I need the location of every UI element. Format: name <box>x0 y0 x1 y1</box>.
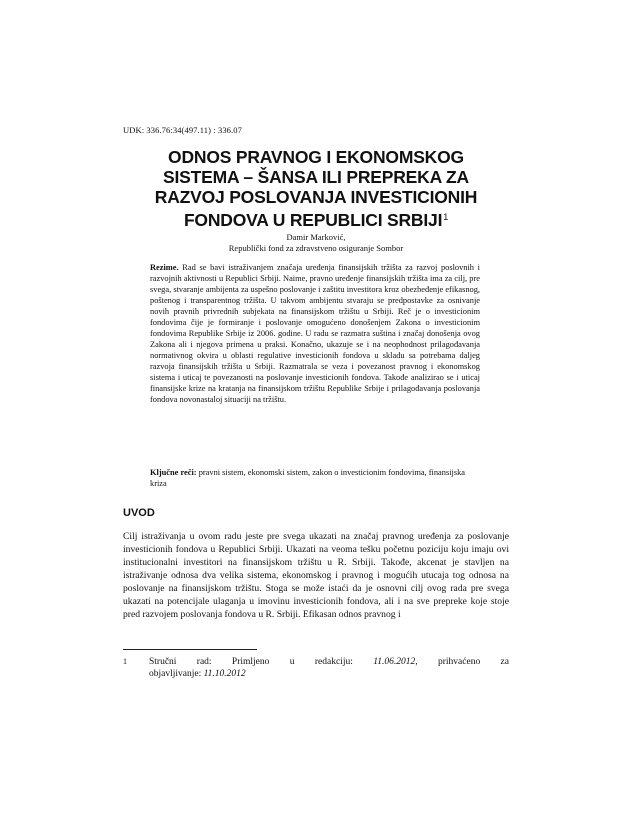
keywords <box>150 467 480 489</box>
author-affiliation: Republički fond za zdravstveno osiguranje Sombor <box>228 243 404 253</box>
udk-classification: UDK: 336.76:34(497.11) : 336.07 <box>123 125 242 135</box>
title-line-text: FONDOVA U REPUBLICI SRBIJI <box>183 210 443 230</box>
title-line: SISTEMA – ŠANSA ILI PREPREKA ZA <box>163 167 469 187</box>
abstract-label: Rezime. <box>150 263 179 272</box>
footnote-divider <box>123 649 257 650</box>
footnote-published-label: objavljivanje: <box>149 669 202 679</box>
footnote-published-date: 11.10.2012 <box>203 669 246 679</box>
footnote-accepted-label: prihvaćeno za <box>438 657 509 667</box>
paper-title <box>123 147 509 230</box>
keywords-label: Ključne reči: <box>150 468 197 477</box>
title-line: RAZVOJ POSLOVANJA INVESTICIONIH <box>154 187 478 207</box>
footnote-prefix: Stručni rad: Primljeno u redakciju: <box>149 657 353 667</box>
author-name: Damir Marković, <box>286 232 346 242</box>
keywords-text: pravni sistem, ekonomski sistem, zakon o investicionim fondovima, finansijska kriza <box>150 468 466 488</box>
footnote-marker[interactable]: 1 <box>443 212 449 222</box>
section-heading: UVOD <box>123 507 155 519</box>
author-block <box>123 232 509 254</box>
title-line <box>123 207 509 230</box>
title-line: ODNOS PRAVNOG I EKONOMSKOG <box>168 147 464 167</box>
footnote-line-2 <box>149 668 509 680</box>
abstract <box>150 262 480 405</box>
footnote <box>123 656 509 680</box>
footnote-line-1 <box>149 656 509 668</box>
footnote-number: 1 <box>123 657 127 666</box>
intro-paragraph: Cilj istraživanja u ovom radu jeste pre svega ukazati na značaj pravnog uređenja za poslovanje investicionih fondova u Republici Srbiji. Ukazati na veoma tešku početnu poziciju koju imaju ovi institucionalni investitori na finansijskom tržištu u R. Srbiji. Takođe, akcenat je stavljen na istraživanje odnosa dva velika sistema, ekonomskog i pravnog i mogućih utucaja tog odnosa na poslovanje na finansijskom tržištu. Stoga se može istaći da je osnovni cilj ovog rada pre svega ukazati na potencijale ulaganja u imovinu investicionih fondova, ali i na sve prepreke koje stoje pred razvojem poslovanja fondova u R. Srbiji. Efikasan odnos pravnog i <box>123 531 509 620</box>
footnote-received-date: 11.06.2012, <box>373 657 418 667</box>
abstract-text: Rad se bavi istraživanjem značaja uređenja finansijskih tržišta za razvoj poslovnih i razvojnih aktivnosti u Republici Srbiji. Naime, pravno uređenje finansijskih tržišta ima za cilj, pre svega, stvaranje ambijenta za uspešno poslovanje i zaštitu investitora kroz obezbeđenje efikasnog, poštenog i transparentnog tržišta. U takvom ambijentu stvaraju se predpostavke za osnivanje novih pravnih privrednih subjekata na finansijskom tržištu u Srbiji. Reč je o investicionim fondovima čije je formiranje i poslovanje omogućeno donošenjem Zakona o investicionim fondovima Republike Srbije iz 2006. godine. U radu se razmatra suština i značaj donošenja ovog Zakona ali i njegova primena u praksi. Konačno, ukazuje se i na neophodnost prilagođavanja normativnog okvira u oblasti regulative investicionih fondova u skladu sa potrebama daljeg razvoja finansijskih tržišta u Srbiji. Razmatrala se veza i povezanost pravnog i ekonomskog sistema i uticaj te povezanosti na poslovanje investicionih fondova. Takođe analizirao se i uticaj finansijske krize na kratanja na finansijskom tržištu Republike Srbije i prilagođavanja poslovanja fondova novonastaloj situaciji na tržištu. <box>150 263 481 404</box>
